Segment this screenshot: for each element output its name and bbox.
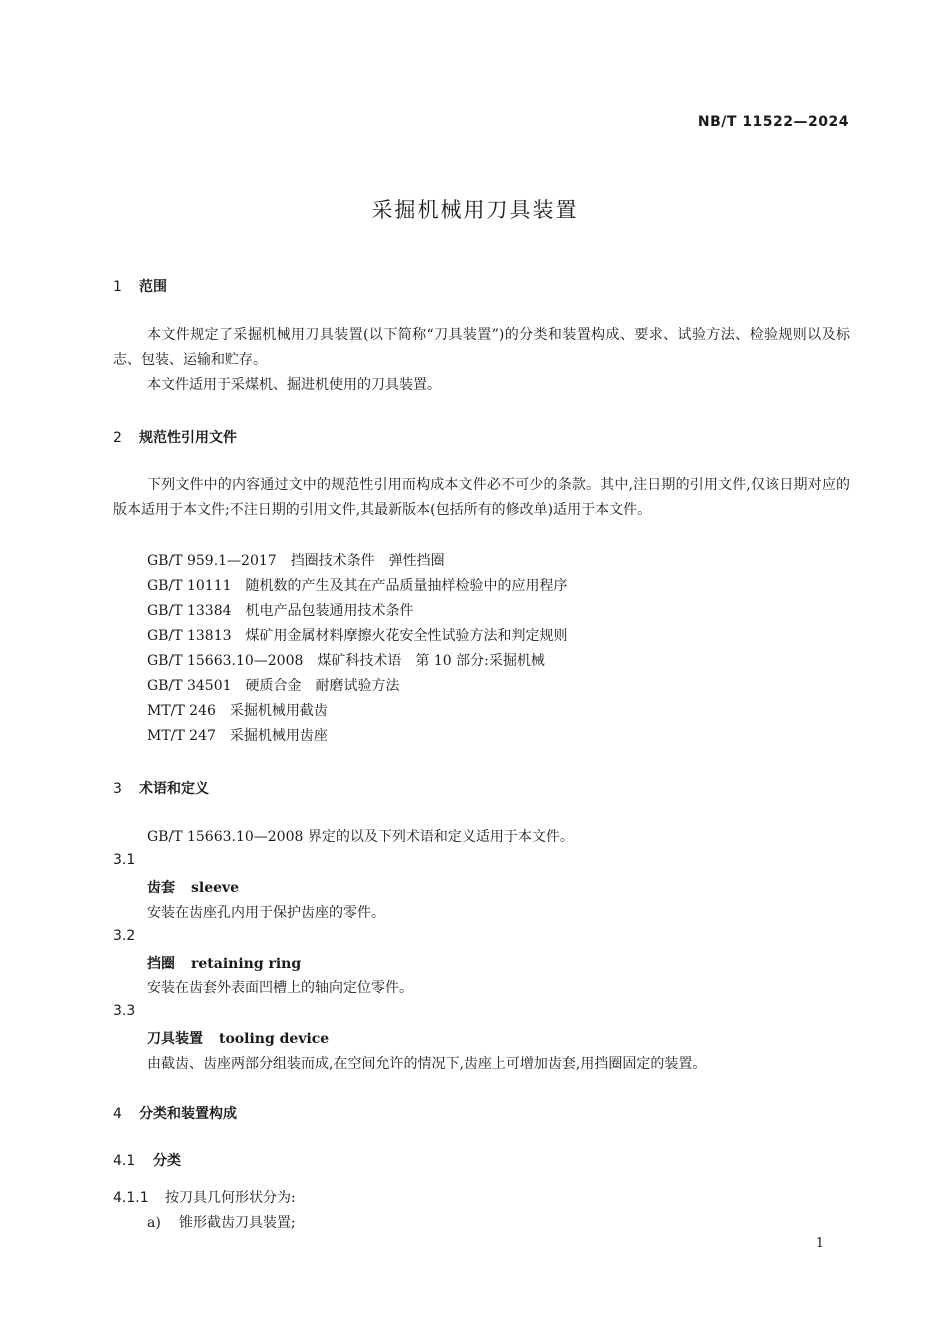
reference-code: GB/T 13813 [147,628,232,644]
section-number: 2 [113,430,122,446]
section-4-heading [113,1103,237,1123]
term-definition: 安装在齿座孔内用于保护齿座的零件。 [147,905,385,921]
reference-item [147,725,328,745]
term-number: 3.1 [113,852,136,868]
section-1-paragraph-2: 本文件适用于采煤机、掘进机使用的刀具装置。 [147,377,441,393]
section-3-heading [113,778,209,798]
reference-item [147,650,545,670]
term-entry [147,877,239,897]
subsection-number: 4.1 [113,1153,136,1169]
term-en: retaining ring [191,956,302,972]
clause-4-1-1 [113,1187,296,1207]
reference-title: 挡圈技术条件 弹性挡圈 [290,553,445,569]
section-3-intro: GB/T 15663.10—2008 界定的以及下列术语和定义适用于本文件。 [147,829,574,845]
term-zh: 齿套 [147,880,175,896]
term-en: sleeve [191,880,240,896]
section-1-heading [113,276,167,296]
reference-item [147,600,414,620]
section-label: 术语和定义 [139,781,209,797]
reference-item [147,675,400,695]
reference-code: MT/T 246 [147,703,216,719]
list-marker: a) [147,1215,161,1231]
term-entry [147,953,301,973]
reference-title: 煤矿科技术语 第 10 部分:采掘机械 [317,653,545,669]
reference-code: GB/T 13384 [147,603,232,619]
term-zh: 刀具装置 [147,1031,203,1047]
reference-title: 采掘机械用截齿 [229,703,328,719]
reference-item [147,550,445,570]
section-2-heading [113,427,237,447]
reference-title: 采掘机械用齿座 [229,728,328,744]
section-label: 分类和装置构成 [139,1106,237,1122]
subsection-label: 分类 [153,1153,181,1169]
term-number: 3.3 [113,1003,136,1019]
clause-number: 4.1.1 [113,1190,149,1206]
reference-title: 机电产品包装通用技术条件 [245,603,414,619]
page-number: 1 [815,1236,824,1251]
term-definition: 安装在齿套外表面凹槽上的轴向定位零件。 [147,980,413,996]
reference-code: GB/T 15663.10—2008 [147,653,304,669]
term-definition: 由截齿、齿座两部分组装而成,在空间允许的情况下,齿座上可增加齿套,用挡圈固定的装置。 [147,1056,707,1072]
list-item-a [147,1212,296,1232]
reference-code: GB/T 34501 [147,678,232,694]
term-number: 3.2 [113,928,136,944]
reference-code: GB/T 10111 [147,578,232,594]
reference-code: GB/T 959.1—2017 [147,553,277,569]
section-2-intro: 下列文件中的内容通过文中的规范性引用而构成本文件必不可少的条款。其中,注日期的引用文件,仅该日期对应的版本适用于本文件;不注日期的引用文件,其最新版本(包括所有的修改单)适用于本文件。 [113,477,850,518]
term-en: tooling device [219,1031,330,1047]
reference-code: MT/T 247 [147,728,216,744]
section-1-paragraph-1: 本文件规定了采掘机械用刀具装置(以下简称“刀具装置”)的分类和装置构成、要求、试验方法、检验规则以及标志、包装、运输和贮存。 [113,327,850,368]
section-label: 规范性引用文件 [139,430,237,446]
section-number: 1 [113,279,122,295]
reference-title: 随机数的产生及其在产品质量抽样检验中的应用程序 [245,578,568,594]
term-zh: 挡圈 [147,956,175,972]
document-title: 采掘机械用刀具装置 [371,198,579,222]
section-number: 3 [113,781,122,797]
list-text: 锥形截齿刀具装置; [179,1215,296,1231]
standard-number: NB/T 11522—2024 [697,114,849,130]
reference-item [147,625,568,645]
reference-item [147,700,328,720]
section-number: 4 [113,1106,122,1122]
reference-item [147,575,568,595]
reference-title: 煤矿用金属材料摩擦火花安全性试验方法和判定规则 [245,628,568,644]
section-label: 范围 [139,279,167,295]
clause-text: 按刀具几何形状分为: [165,1190,296,1206]
term-entry [147,1028,329,1048]
subsection-4-1-heading [113,1150,181,1170]
reference-title: 硬质合金 耐磨试验方法 [245,678,400,694]
